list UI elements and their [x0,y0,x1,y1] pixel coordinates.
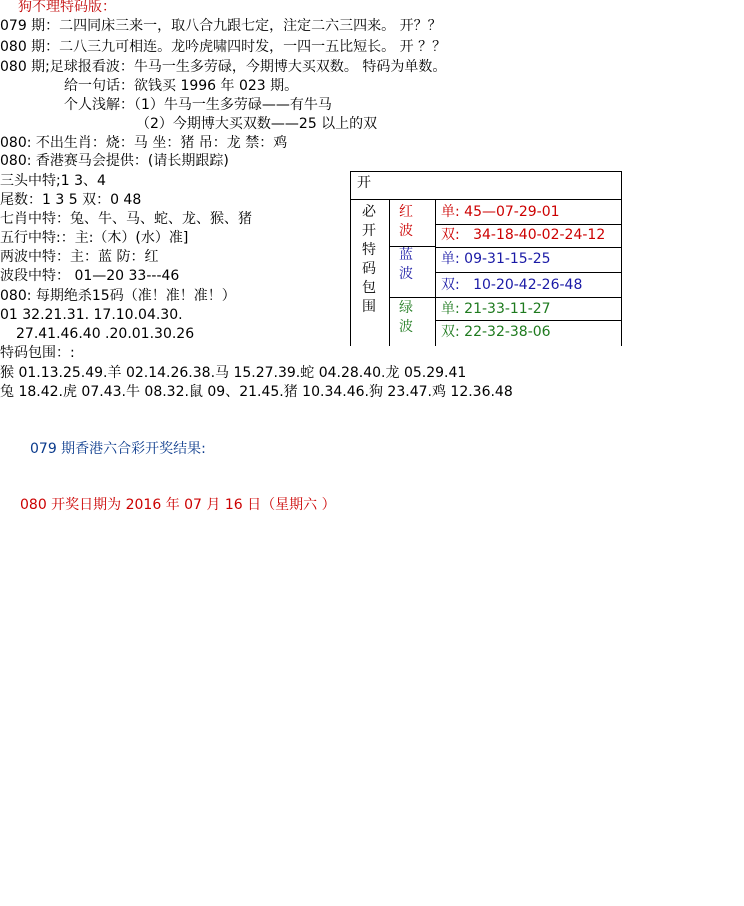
qixiao-line: 七肖中特：兔、牛、马、蛇、龙、猴、猪 [0,211,252,227]
wuxing-line: 五行中特:：主:（木）(水）准] [0,230,189,246]
give-sentence: 给一句话：欲钱买 1996 年 023 期。 [64,78,299,94]
hk-jockey-line: 080: 香港赛马会提供：(请长期跟踪) [0,153,229,169]
green-double-row: 双: 22-32-38-06 [441,324,551,340]
divider [389,246,435,247]
liangbo-line: 两波中特：主：蓝 防：红 [0,249,159,265]
verse-079: 079 期：二四同床三来一，取八合九跟七定，注定二六三四来。 开？？ [0,18,442,34]
verse-080: 080 期：二八三九可相连。龙吟虎啸四时发，一四一五比短长。 开 ？？ [0,39,447,55]
baowei-label: 特码包围：: [0,345,75,361]
prediction-table [350,171,622,346]
kill-15-line: 080: 每期绝杀15码（准！准！准！） [0,288,236,304]
side-label: 必 开 特 码 包 围 [362,204,376,315]
page-title: 狗不理特码版： [18,0,116,15]
red-wave-label: 红 波 [399,204,413,239]
zodiac-row-1: 猴 01.13.25.49.羊 02.14.26.38.马 15.27.39.蛇 04.28.40.龙 05.29.41 [0,365,467,381]
divider [389,199,390,346]
kill-numbers-1: 01 32.21.31. 17.10.04.30. [0,307,183,323]
divider [435,272,621,273]
kill-numbers-2: 27.41.46.40 .20.01.30.26 [16,326,195,342]
green-wave-label: 绿 波 [399,300,413,335]
divider [435,320,621,321]
football-hint: 080 期;足球报看波：牛马一生多劳碌，今期博大买双数。 特码为单数。 [0,59,447,75]
red-double-row: 双: 34-18-40-02-24-12 [441,227,606,243]
boduan-line: 波段中特： 01—20 33---46 [0,268,180,284]
result-heading: 079 期香港六合彩开奖结果: [30,441,206,457]
not-out-zodiac: 080: 不出生肖：烧：马 坐：猪 吊：龙 禁：鸡 [0,135,288,151]
green-single-row: 单: 21-33-11-27 [441,301,551,317]
divider [435,247,621,248]
opinion-1: 个人浅解：（1）牛马一生多劳碌——有牛马 [64,97,332,113]
blue-wave-label: 蓝 波 [399,247,413,282]
zodiac-row-2: 兔 18.42.虎 07.43.牛 08.32.鼠 09、21.45.猪 10.34.46.狗 23.47.鸡 12.36.48 [0,384,513,400]
divider [435,224,621,225]
divider [389,297,435,298]
blue-double-row: 双: 10-20-42-26-48 [441,277,583,293]
divider [351,199,621,200]
divider [435,297,621,298]
weishu-line: 尾数：1 3 5 双：0 48 [0,192,142,208]
red-single-row: 单: 45—07-29-01 [441,204,560,220]
table-header: 开 [357,175,371,191]
santou-line: 三头中特;1 3、4 [0,173,106,189]
opinion-2: （2）今期博大买双数——25 以上的双 [136,116,378,132]
blue-single-row: 单: 09-31-15-25 [441,251,551,267]
draw-date: 080 开奖日期为 2016 年 07 月 16 日（星期六 ） [20,497,336,513]
